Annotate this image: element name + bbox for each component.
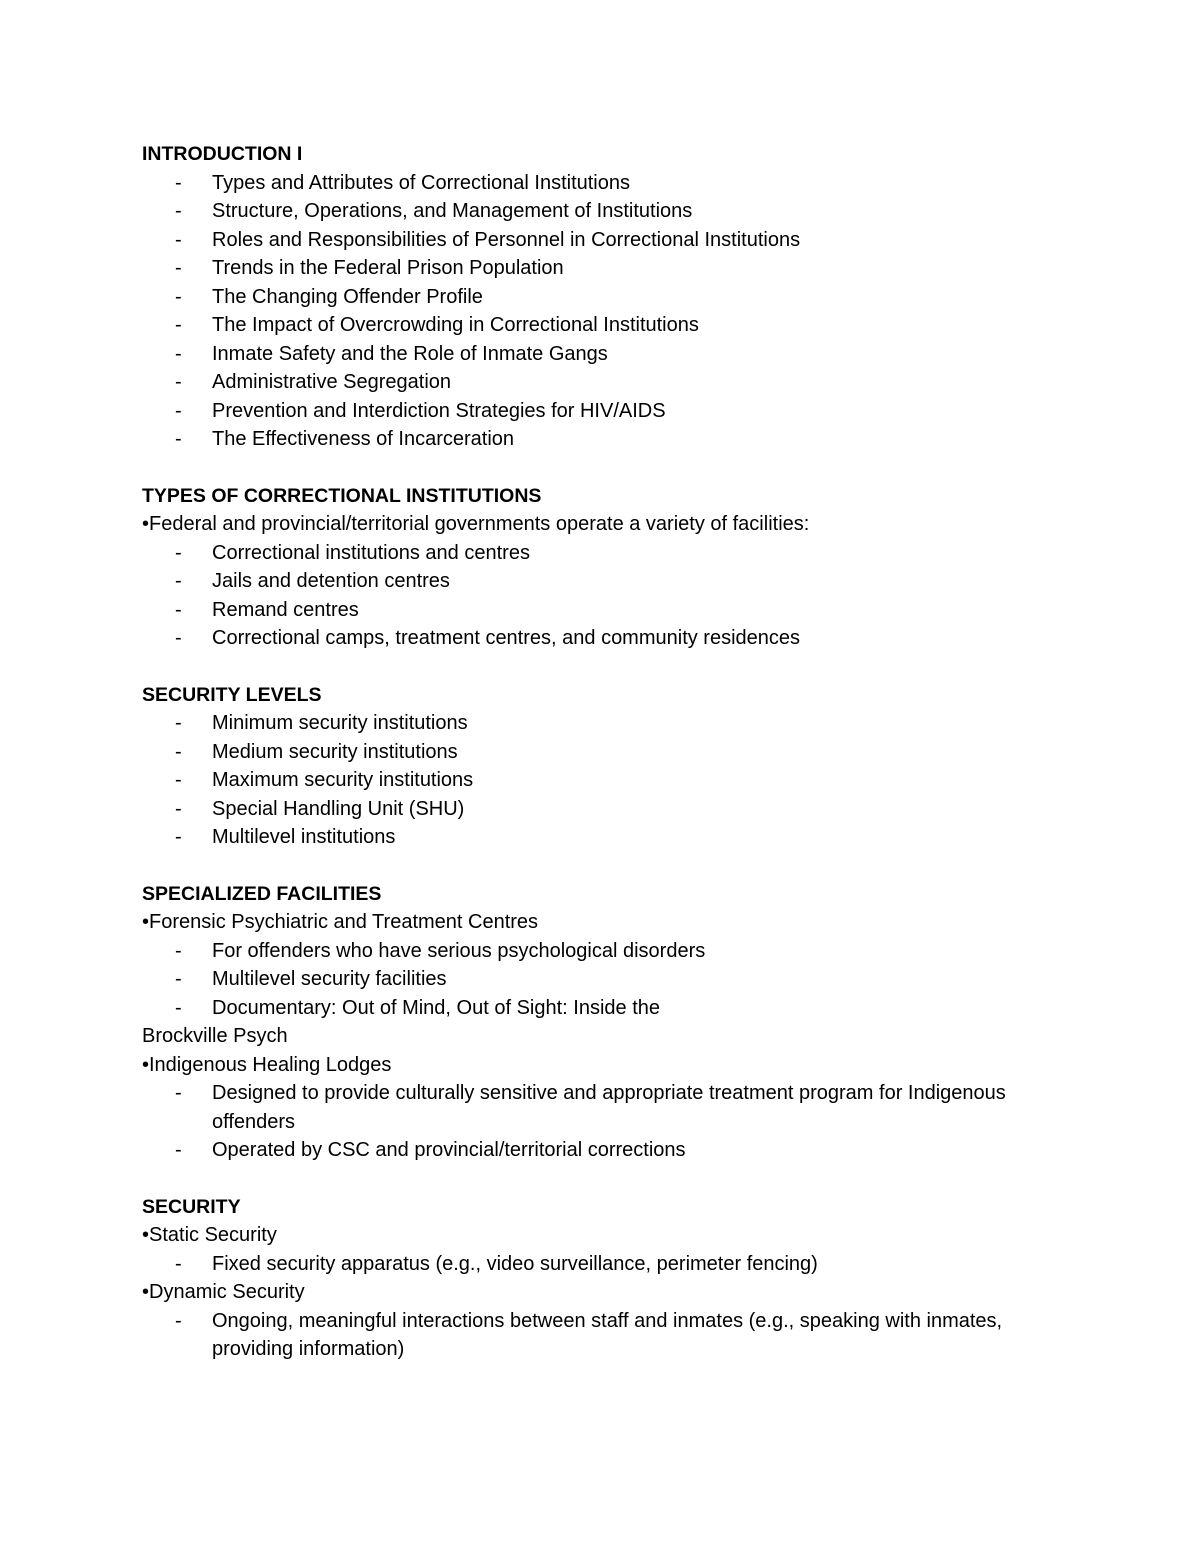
list-item-text: Multilevel security facilities xyxy=(212,968,447,990)
list-item-text: The Effectiveness of Incarceration xyxy=(212,428,515,450)
dash-marker: - xyxy=(175,428,182,450)
section xyxy=(142,880,1022,1165)
bullet-point: •Static Security xyxy=(142,1224,277,1246)
list-item-text: The Impact of Overcrowding in Correctional Institutions xyxy=(212,314,699,336)
dash-marker: - xyxy=(175,1082,182,1104)
dash-list xyxy=(142,709,1022,852)
list-item xyxy=(142,397,1022,426)
bullet-point: •Forensic Psychiatric and Treatment Centres xyxy=(142,911,539,933)
dash-marker: - xyxy=(175,598,182,621)
list-item-text: Special Handling Unit (SHU) xyxy=(212,797,465,820)
dash-marker: - xyxy=(175,1139,182,1161)
list-item xyxy=(142,197,1022,226)
dash-marker: - xyxy=(175,1252,182,1275)
dash-marker: - xyxy=(175,797,182,820)
dash-marker: - xyxy=(175,627,182,649)
dash-marker: - xyxy=(175,228,182,251)
list-item xyxy=(142,624,1022,653)
section-heading: SECURITY xyxy=(142,1195,241,1218)
dash-marker: - xyxy=(175,939,182,962)
list-item xyxy=(142,795,1022,824)
list-item xyxy=(142,1079,1022,1136)
list-item xyxy=(142,994,1022,1023)
list-item-text: Maximum security institutions xyxy=(212,769,474,791)
list-item xyxy=(142,226,1022,255)
list-item-text: Prevention and Interdiction Strategies for HIV/AIDS xyxy=(212,399,666,422)
list-item-text: Correctional camps, treatment centres, and community residences xyxy=(212,627,801,649)
list-item-text: Multilevel institutions xyxy=(212,826,396,848)
dash-marker: - xyxy=(175,342,182,365)
list-item-text: Minimum security institutions xyxy=(212,712,468,734)
list-item xyxy=(142,340,1022,369)
list-item-text: Fixed security apparatus (e.g., video surveillance, perimeter fencing) xyxy=(212,1252,818,1275)
list-item-text: The Changing Offender Profile xyxy=(212,285,483,308)
list-item-text: Ongoing, meaningful interactions between staff and inmates (e.g., speaking with inmates, providing information) xyxy=(212,1309,1003,1360)
list-item xyxy=(142,738,1022,767)
dash-marker: - xyxy=(175,570,182,592)
section xyxy=(142,681,1022,852)
list-item xyxy=(142,596,1022,625)
section xyxy=(142,1193,1022,1364)
list-item xyxy=(142,283,1022,312)
list-item xyxy=(142,311,1022,340)
list-item-text: Roles and Responsibilities of Personnel in Correctional Institutions xyxy=(212,228,801,251)
dash-list xyxy=(142,1307,1022,1364)
section-heading: TYPES OF CORRECTIONAL INSTITUTIONS xyxy=(142,484,542,507)
list-item xyxy=(142,567,1022,596)
dash-marker: - xyxy=(175,712,182,734)
list-item xyxy=(142,823,1022,852)
bullet-point: •Indigenous Healing Lodges xyxy=(142,1053,392,1076)
dash-list xyxy=(142,1250,1022,1279)
dash-marker: - xyxy=(175,769,182,791)
list-item-text: Types and Attributes of Correctional Institutions xyxy=(212,171,630,194)
list-item-text: Inmate Safety and the Role of Inmate Gangs xyxy=(212,342,608,365)
list-item-text: Trends in the Federal Prison Population xyxy=(212,257,564,279)
list-item xyxy=(142,937,1022,966)
list-item-text: Remand centres xyxy=(212,598,359,621)
list-item-text: Designed to provide culturally sensitive and appropriate treatment program for Indigenous offenders xyxy=(212,1082,1006,1133)
list-item xyxy=(142,539,1022,568)
dash-marker: - xyxy=(175,826,182,848)
list-item-text: Operated by CSC and provincial/territorial corrections xyxy=(212,1139,686,1161)
list-item xyxy=(142,368,1022,397)
section-heading: INTRODUCTION I xyxy=(142,143,303,165)
dash-marker: - xyxy=(175,200,182,222)
bullet-point: •Dynamic Security xyxy=(142,1281,305,1303)
list-item-text: Medium security institutions xyxy=(212,740,458,763)
document-body xyxy=(142,140,1022,1364)
text-line: Brockville Psych xyxy=(142,1025,288,1047)
list-item xyxy=(142,425,1022,454)
list-item-text: Documentary: Out of Mind, Out of Sight: Inside the xyxy=(212,996,660,1019)
list-item xyxy=(142,254,1022,283)
section xyxy=(142,482,1022,653)
list-item-text: Jails and detention centres xyxy=(212,570,450,592)
dash-marker: - xyxy=(175,541,182,564)
list-item xyxy=(142,169,1022,198)
dash-marker: - xyxy=(175,740,182,763)
dash-list xyxy=(142,169,1022,454)
section-heading: SECURITY LEVELS xyxy=(142,683,322,706)
dash-marker: - xyxy=(175,285,182,308)
list-item-text: For offenders who have serious psychological disorders xyxy=(212,939,706,962)
dash-list xyxy=(142,937,1022,1023)
bullet-point: •Federal and provincial/territorial governments operate a variety of facilities: xyxy=(142,513,810,535)
dash-marker: - xyxy=(175,968,182,990)
list-item xyxy=(142,709,1022,738)
list-item-text: Structure, Operations, and Management of Institutions xyxy=(212,200,693,222)
dash-marker: - xyxy=(175,314,182,336)
dash-marker: - xyxy=(175,171,182,194)
dash-marker: - xyxy=(175,996,182,1019)
list-item xyxy=(142,766,1022,795)
list-item-text: Correctional institutions and centres xyxy=(212,541,530,564)
list-item xyxy=(142,1307,1022,1364)
dash-marker: - xyxy=(175,399,182,422)
dash-list xyxy=(142,1079,1022,1165)
dash-list xyxy=(142,539,1022,653)
list-item xyxy=(142,1250,1022,1279)
list-item xyxy=(142,965,1022,994)
section-heading: SPECIALIZED FACILITIES xyxy=(142,882,382,905)
dash-marker: - xyxy=(175,371,182,393)
dash-marker: - xyxy=(175,1309,182,1332)
dash-marker: - xyxy=(175,257,182,279)
list-item-text: Administrative Segregation xyxy=(212,371,452,393)
section xyxy=(142,140,1022,454)
list-item xyxy=(142,1136,1022,1165)
